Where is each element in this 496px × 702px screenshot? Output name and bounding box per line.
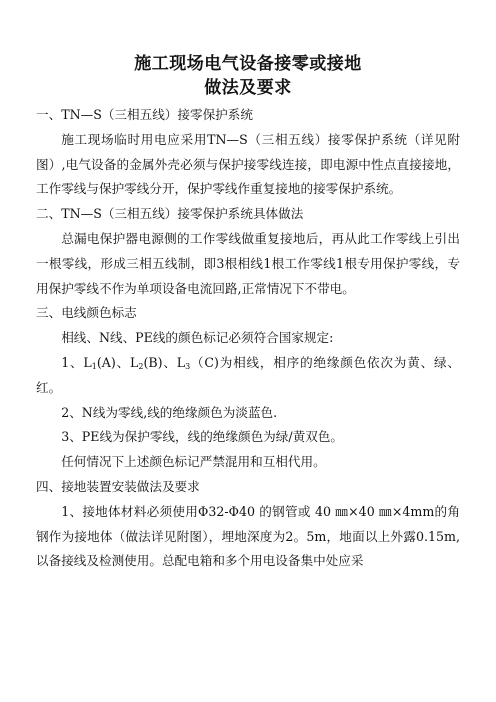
l1-subscript: 1 [91, 361, 97, 371]
title-line-2: 做法及要求 [204, 78, 292, 98]
section-3-note: 任何情况下上述颜色标记严禁混用和互相代用。 [61, 454, 326, 470]
section-4-paragraph: 1、接地体材料必须使用Φ32-Φ40 的钢管或 40 ㎜×40 ㎜×4mm的角钢作为接地体（做法详见附图），埋地深度为2。5m，地面以上外露0.15m,以备接线及检测使用。总配电箱和多个用电设备集中处应采 [36, 503, 460, 569]
l2-subscript: 2 [138, 361, 144, 371]
l3-subscript: 3 [185, 361, 191, 371]
section-1-paragraph: 施工现场临时用电应采用TN—S（三相五线）接零保护系统（详见附图）,电气设备的金属外壳必须与保护接零线连接，即电源中性点直接接地，工作零线与保护零线分开，保护零线作重复接地的接零保护系统。 [36, 131, 460, 197]
section-2-paragraph: 总漏电保护器电源侧的工作零线做重复接地后，再从此工作零线上引出一根零线，形成三相五线制，即3根相线1根工作零线1根专用保护零线，专用保护零线不作为单项设备电流回路,正常情况下不带电。 [36, 230, 460, 296]
item-1-l2-label: (B)、L [143, 354, 186, 370]
section-3-item-3: 3、PE线为保护零线，线的绝缘颜色为绿/黄双色。 [61, 429, 343, 445]
section-3-item-1 [36, 351, 460, 401]
item-1-l1-label: (A)、L [96, 354, 139, 370]
document-title [36, 52, 460, 100]
item-1-rest: （C)为相线，相序的绝缘颜色依次为黄、绿、红。 [36, 354, 460, 395]
item-1-prefix: 1、L [61, 354, 92, 370]
section-3-item-2: 2、N线为零线,线的绝缘颜色为淡蓝色. [61, 404, 278, 420]
section-3-heading: 三、电线颜色标志 [36, 305, 137, 321]
title-line-1: 施工现场电气设备接零或接地 [134, 54, 362, 74]
section-2-heading: 二、TN—S（三相五线）接零保护系统具体做法 [36, 206, 304, 222]
document-body [36, 103, 460, 574]
section-1-heading: 一、TN—S（三相五线）接零保护系统 [36, 107, 253, 122]
section-4-heading: 四、接地装置安装做法及要求 [36, 478, 200, 494]
section-3-intro: 相线、N线、PE线的颜色标记必须符合国家规定: [61, 330, 334, 346]
